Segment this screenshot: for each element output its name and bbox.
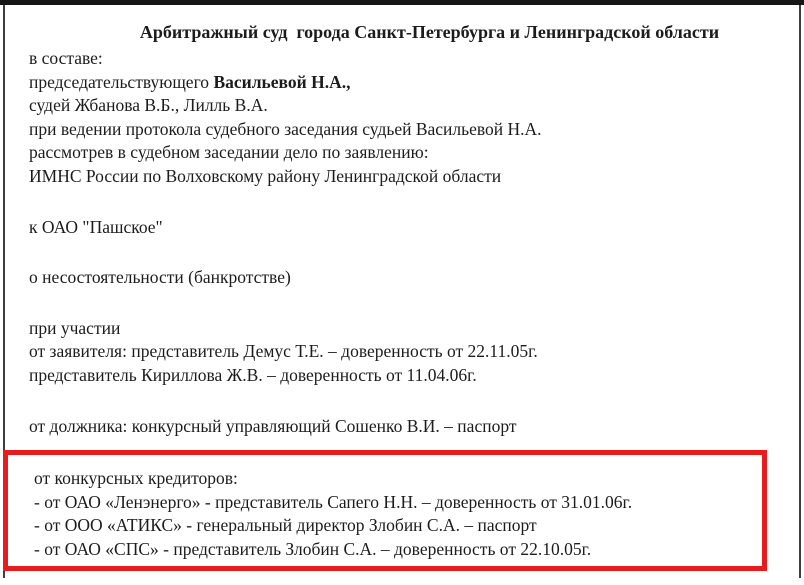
applicant-rep-line-1: от заявителя: представитель Демус Т.Е. – доверенность от 22.11.05г. [29,341,538,362]
presiding-judge-line [29,71,774,95]
applicant-rep-line-2: представитель Кириллова Ж.В. – доверенность от 11.04.06г. [29,364,477,385]
respondent-line: к ОАО "Пашское" [29,216,163,237]
applicant-line: ИМНС России по Волховскому району Ленинградской области [29,165,502,186]
presiding-judge-name: Васильевой Н.А., [213,71,351,92]
presiding-prefix: председательствующего [29,71,214,92]
creditor-line: - от ОАО «СПС» - представитель Злобин С.А. – доверенность от 22.10.05г. [34,538,592,559]
blank-line [29,189,774,216]
court-title: Арбитражный суд города Санкт-Петербурга и Ленинградской области [139,22,720,42]
highlight-box [3,450,767,570]
debtor-rep-line: от должника: конкурсный управляющий Сошенко В.И. – паспорт [29,415,517,436]
composition-intro: в составе: [29,48,103,68]
protocol-line: при ведении протокола судебного заседания судьей Васильевой Н.А. [29,118,542,139]
considered-line: рассмотрев в судебном заседании дело по заявлению: [29,142,429,163]
creditor-line: - от ООО «АТИКС» - генеральный директор Злобин С.А. – паспорт [34,515,537,536]
document-body [0,5,804,585]
blank-line [29,290,774,317]
creditors-heading: от конкурсных кредиторов: [34,468,238,489]
blank-line [29,388,774,415]
case-subject-line: о несостоятельности (банкротстве) [29,267,291,288]
judges-line: судей Жбанова В.Б., Лилль В.А. [29,95,268,116]
creditor-line: - от ОАО «Ленэнерго» - представитель Сапего Н.Н. – доверенность от 31.01.06г. [34,491,633,512]
blank-line [29,239,774,266]
participants-heading: при участии [29,317,121,338]
